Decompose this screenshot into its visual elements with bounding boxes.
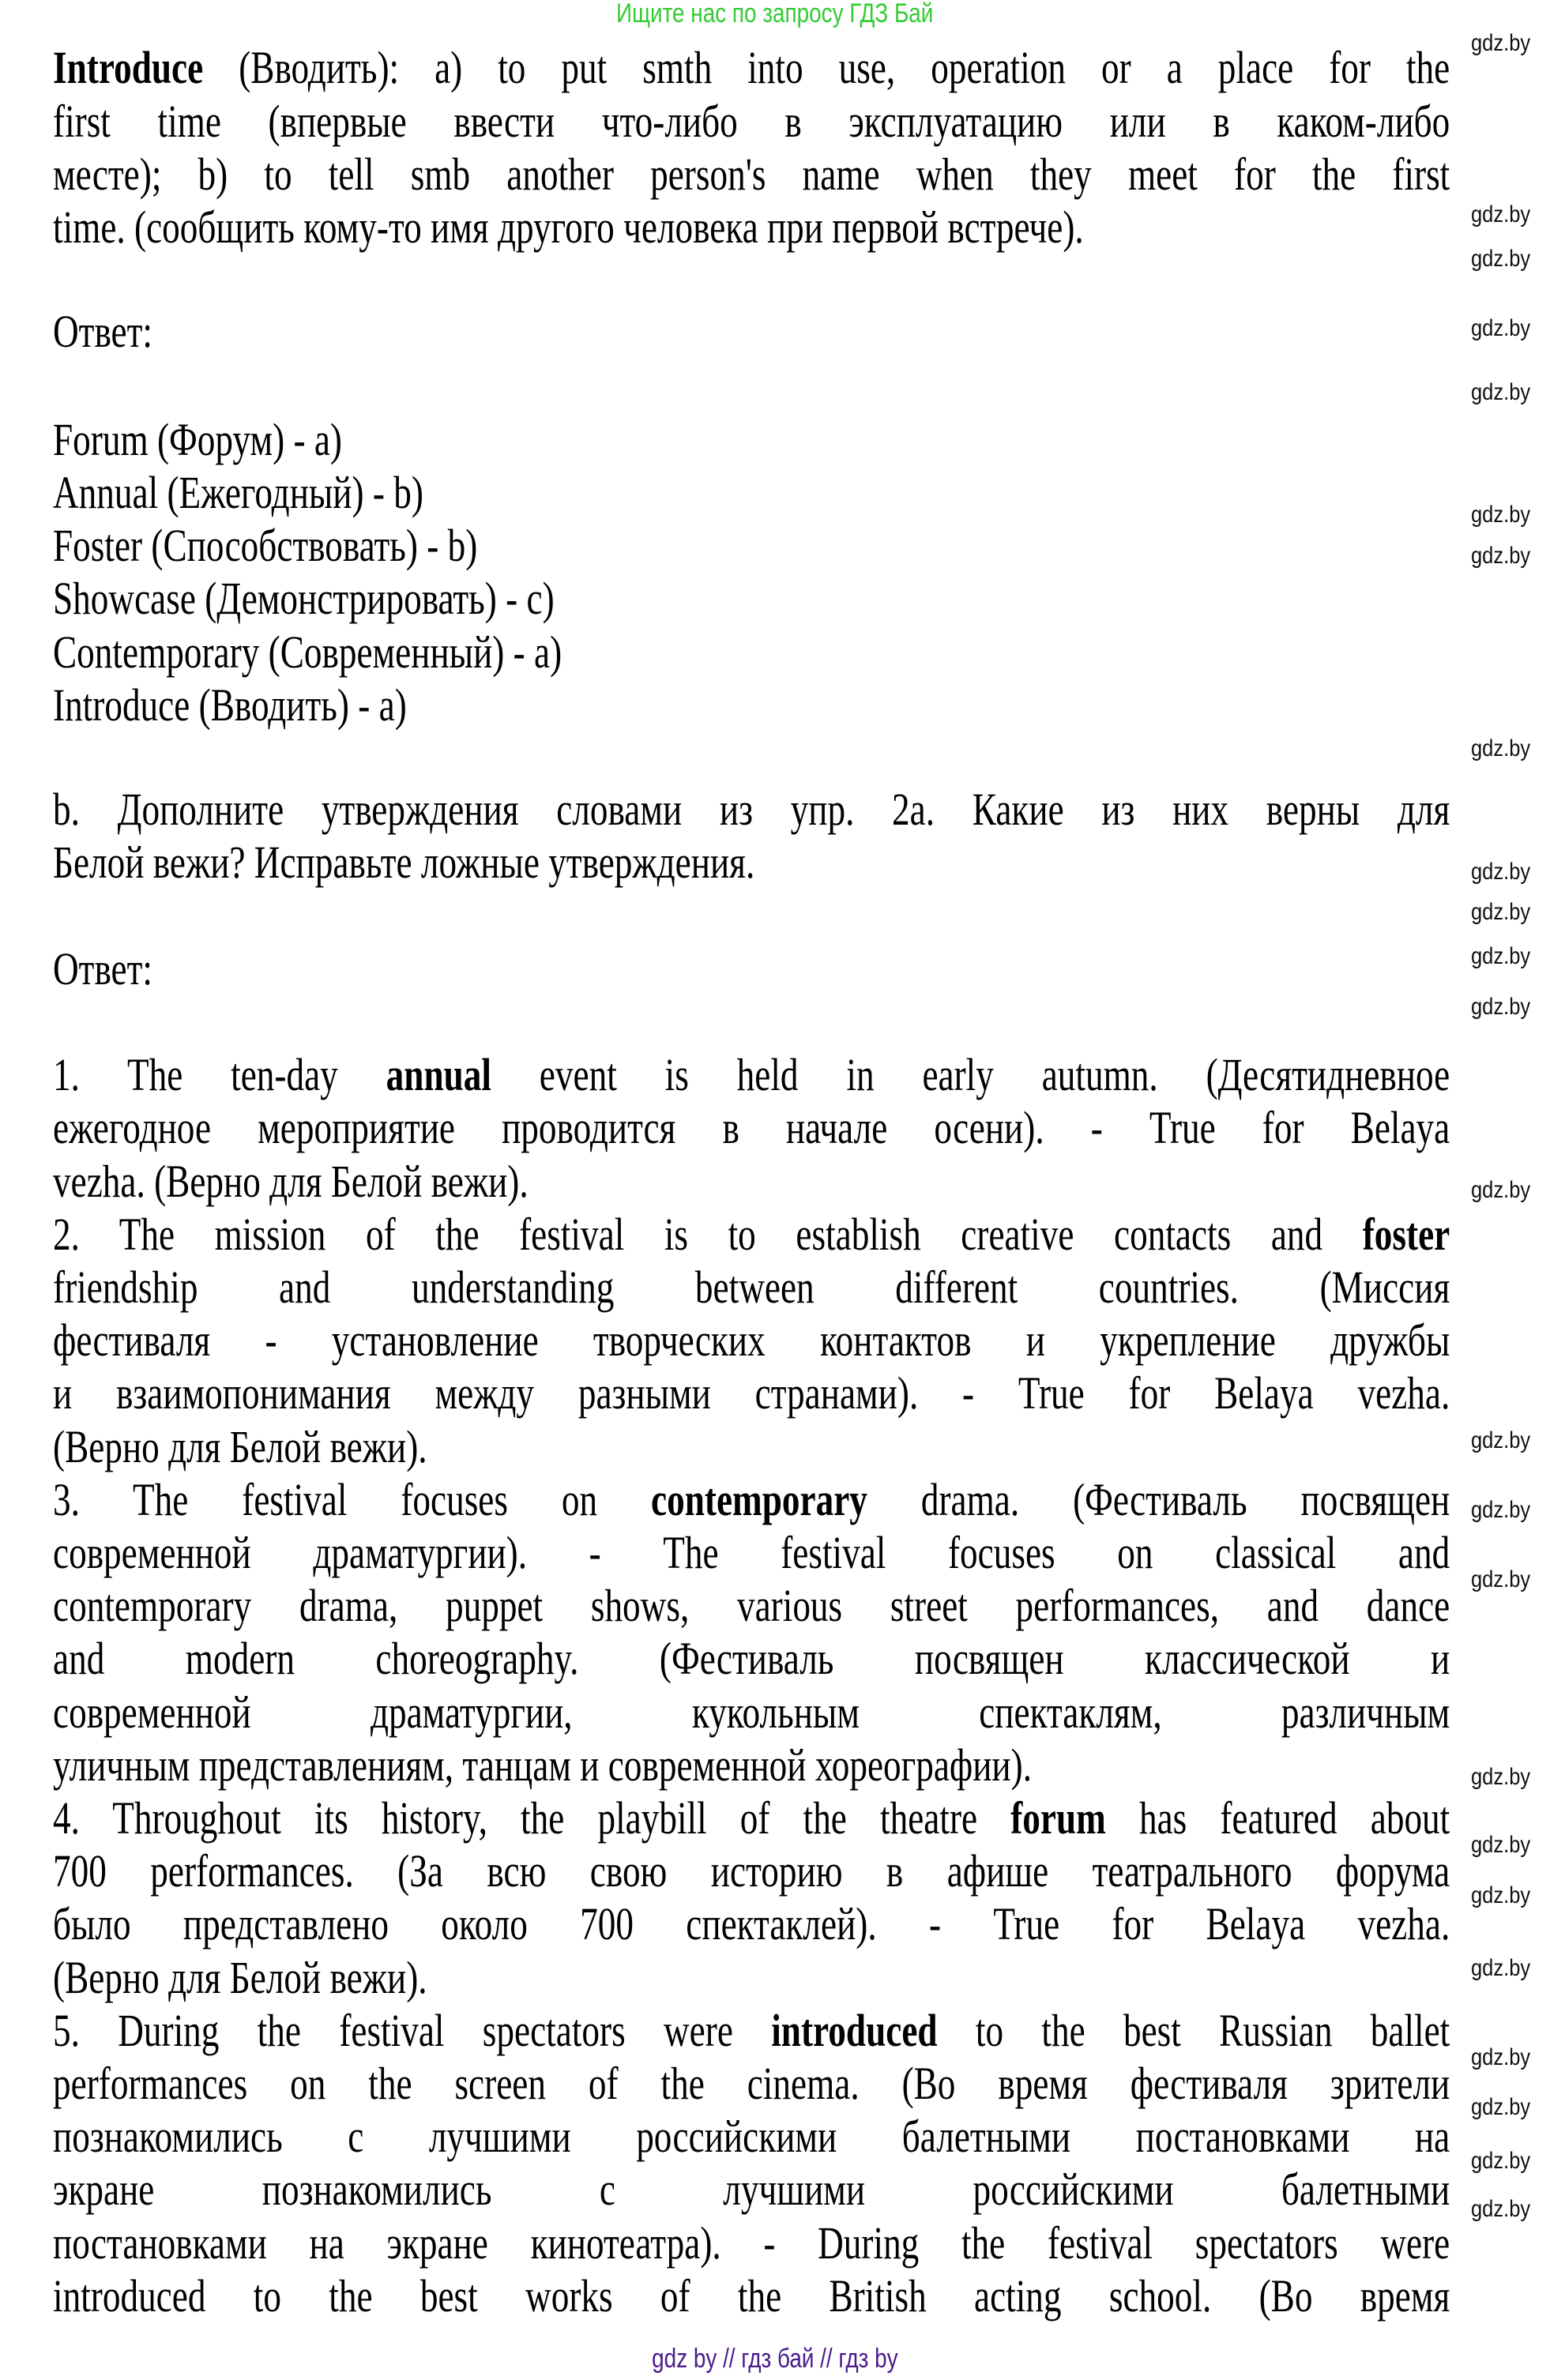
- watermark: gdz.by: [1471, 1496, 1531, 1523]
- text-line: [53, 1897, 1450, 1950]
- line-text: было представлено около 700 спектаклей). - True for Belaya vezha.: [53, 1898, 1450, 1950]
- search-banner: [0, 0, 1550, 29]
- watermark: gdz.by: [1471, 899, 1531, 926]
- line-text: Forum (Форум) - a): [53, 413, 342, 465]
- footer-banner-text: gdz by // гдз бай // гдз by: [652, 2344, 898, 2374]
- line-text: and modern choreography. (Фестиваль посвящен классической и: [53, 1633, 1450, 1685]
- watermark: gdz.by: [1471, 1176, 1531, 1203]
- text-line: [53, 1792, 1450, 1844]
- line-text: contemporary drama, puppet shows, various street performances, and dance: [53, 1580, 1450, 1632]
- watermark: gdz.by: [1471, 315, 1531, 342]
- line-text: Foster (Способствовать) - b): [53, 520, 478, 572]
- text-line: [53, 2110, 1450, 2163]
- text-line: [53, 2163, 1450, 2216]
- bold-term: annual: [386, 1049, 491, 1101]
- line-text: (Верно для Белой вежи).: [53, 1951, 427, 2003]
- watermark: gdz.by: [1471, 1832, 1531, 1859]
- line-text: performances on the screen of the cinema. (Во время фестиваля зрители: [53, 2058, 1450, 2109]
- watermark: gdz.by: [1471, 1427, 1531, 1453]
- text-line: [53, 1632, 1450, 1685]
- watermark: gdz.by: [1471, 2147, 1531, 2174]
- line-text: vezha. (Верно для Белой вежи).: [53, 1155, 529, 1207]
- line-text: Showcase (Демонстрировать) - c): [53, 573, 555, 625]
- text-line: [53, 41, 1450, 94]
- watermark: gdz.by: [1471, 943, 1531, 970]
- text-line: [53, 1951, 1450, 2004]
- line-text: Белой вежи? Исправьте ложные утверждения.: [53, 837, 755, 889]
- line-text: современной драматургии, кукольным спектаклям, различным: [53, 1686, 1450, 1738]
- line-text: (Вводить): a) to put smth into use, operation or a place for the: [203, 42, 1450, 94]
- text-line: [53, 2269, 1450, 2322]
- text-line: [53, 1048, 1450, 1101]
- text-line: [53, 1686, 1450, 1739]
- line-text: 1. The ten-day: [53, 1049, 386, 1101]
- text-line: [53, 1101, 1450, 1154]
- line-text: drama. (Фестиваль посвящен: [867, 1473, 1450, 1525]
- text-line: [53, 201, 1450, 254]
- line-text: Ответ:: [53, 942, 152, 994]
- line-text: 5. During the festival spectators were: [53, 2004, 772, 2056]
- line-text: ежегодное мероприятие проводится в начале осени). - True for Belaya: [53, 1102, 1450, 1154]
- text-line: [53, 1208, 1450, 1261]
- search-banner-text: Ищите нас по запросу ГДЗ Бай: [616, 0, 934, 28]
- watermark: gdz.by: [1471, 378, 1531, 405]
- watermark: gdz.by: [1471, 1882, 1531, 1908]
- line-text: (Верно для Белой вежи).: [53, 1420, 427, 1472]
- line-text: event is held in early autumn. (Десятидневное: [491, 1049, 1450, 1101]
- text-line: [53, 572, 1450, 625]
- text-line: [53, 148, 1450, 201]
- bold-term: foster: [1362, 1208, 1450, 1260]
- line-text: 700 performances. (За всю свою историю в афише театрального форума: [53, 1845, 1450, 1897]
- text-line: [53, 1579, 1450, 1632]
- text-line: [53, 305, 1450, 358]
- line-text: first time (впервые ввести что-либо в эксплуатацию или в каком-либо: [53, 95, 1450, 147]
- text-line: [53, 1739, 1450, 1792]
- watermark: gdz.by: [1471, 201, 1531, 228]
- watermark: gdz.by: [1471, 1566, 1531, 1593]
- line-text: b. Дополните утверждения словами из упр. 2a. Какие из них верны для: [53, 784, 1450, 836]
- line-text: to the best Russian ballet: [937, 2004, 1450, 2056]
- line-text: introduced to the best works of the British acting school. (Во время: [53, 2269, 1450, 2322]
- watermark: gdz.by: [1471, 2094, 1531, 2121]
- line-text: Contemporary (Современный) - a): [53, 626, 562, 678]
- line-text: Introduce (Вводить) - a): [53, 679, 407, 731]
- text-line: [53, 95, 1450, 148]
- watermark: gdz.by: [1471, 543, 1531, 570]
- line-text: экране познакомились с лучшими российскими балетными: [53, 2164, 1450, 2216]
- text-line: [53, 2057, 1450, 2110]
- text-line: [53, 466, 1450, 519]
- text-line: [53, 1526, 1450, 1579]
- text-line: [53, 1473, 1450, 1526]
- line-text: Annual (Ежегодный) - b): [53, 466, 423, 518]
- line-text: has featured about: [1105, 1792, 1450, 1844]
- text-line: [53, 1420, 1450, 1473]
- line-text: современной драматургии). - The festival focuses on classical and: [53, 1527, 1450, 1578]
- bold-term: forum: [1010, 1792, 1106, 1844]
- line-text: познакомились с лучшими российскими балетными постановками на: [53, 2111, 1450, 2163]
- text-line: [53, 1844, 1450, 1897]
- text-line: [53, 413, 1450, 466]
- watermark: gdz.by: [1471, 1954, 1531, 1981]
- line-text: Ответ:: [53, 306, 152, 358]
- text-line: [53, 679, 1450, 731]
- text-line: [53, 519, 1450, 572]
- line-text: time. (сообщить кому-то имя другого человека при первой встрече).: [53, 201, 1084, 253]
- text-line: [53, 2004, 1450, 2057]
- line-text: 2. The mission of the festival is to establish creative contacts and: [53, 1208, 1363, 1260]
- watermark: gdz.by: [1471, 1763, 1531, 1790]
- text-line: [53, 2216, 1450, 2269]
- line-text: и взаимопонимания между разными странами). - True for Belaya vezha.: [53, 1367, 1450, 1419]
- footer-banner: [0, 2343, 1550, 2374]
- text-line: [53, 1314, 1450, 1367]
- text-line: [53, 1155, 1450, 1208]
- bold-term: introduced: [771, 2004, 938, 2056]
- text-line: [53, 1367, 1450, 1419]
- line-text: месте); b) to tell smb another person's name when they meet for the first: [53, 148, 1450, 200]
- text-line: [53, 836, 1450, 889]
- line-text: фестиваля - установление творческих контактов и укрепление дружбы: [53, 1314, 1450, 1367]
- bold-term: contemporary: [651, 1473, 867, 1525]
- line-text: 4. Throughout its history, the playbill of the theatre: [53, 1792, 1011, 1844]
- line-text: постановками на экране кинотеатра). - During the festival spectators were: [53, 2216, 1450, 2269]
- line-text: уличным представлениям, танцам и современной хореографии).: [53, 1739, 1033, 1791]
- watermark: gdz.by: [1471, 502, 1531, 528]
- text-line: [53, 1261, 1450, 1314]
- line-text: 3. The festival focuses on: [53, 1473, 652, 1525]
- watermark: gdz.by: [1471, 2196, 1531, 2223]
- bold-term: Introduce: [53, 42, 204, 94]
- text-line: [53, 626, 1450, 679]
- watermark: gdz.by: [1471, 858, 1531, 885]
- watermark: gdz.by: [1471, 735, 1531, 762]
- watermark: gdz.by: [1471, 245, 1531, 272]
- watermark: gdz.by: [1471, 2044, 1531, 2071]
- text-line: [53, 942, 1450, 995]
- line-text: friendship and understanding between different countries. (Миссия: [53, 1261, 1450, 1313]
- watermark: gdz.by: [1471, 30, 1531, 57]
- watermark: gdz.by: [1471, 993, 1531, 1020]
- text-line: [53, 783, 1450, 836]
